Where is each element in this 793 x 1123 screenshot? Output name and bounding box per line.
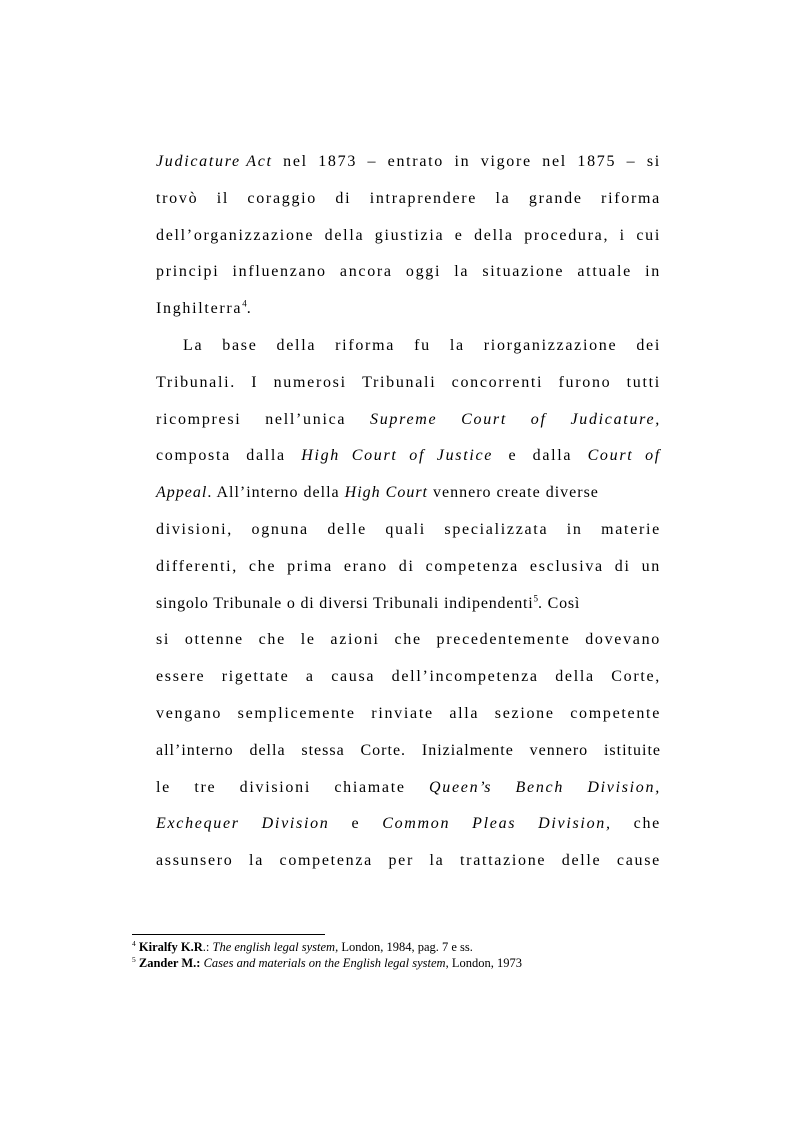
line-word: istituite	[603, 742, 661, 759]
line-word: che	[248, 558, 277, 575]
body-line-8	[156, 410, 661, 430]
line-word: all’interno	[156, 742, 234, 759]
line-word: vengano	[156, 705, 223, 722]
line-word: prima	[287, 558, 333, 575]
body-line-11	[156, 520, 661, 540]
line-word: dei	[636, 337, 661, 354]
line-word: specializzata	[444, 521, 549, 538]
line-word: nel	[283, 153, 308, 170]
body-line-4	[156, 262, 661, 282]
line-word: Judicature Act	[156, 153, 273, 170]
line-word: Common	[382, 815, 451, 832]
line-word: Tribunali.	[156, 374, 236, 391]
line-word: dovevano	[585, 631, 661, 648]
line-word: situazione	[482, 263, 565, 280]
line-word: influenzano	[232, 263, 327, 280]
line-word: grande	[528, 190, 583, 207]
line-word: procedura,	[524, 227, 610, 244]
line-word: High Court of Justice	[301, 447, 494, 464]
line-word: un	[641, 558, 661, 575]
body-line-20	[156, 851, 661, 871]
line-word: Judicature,	[570, 411, 661, 428]
line-text: Inghilterra	[156, 300, 243, 317]
line-word: in	[566, 521, 583, 538]
line-word: Exchequer	[156, 815, 240, 832]
line-word: Division	[261, 815, 330, 832]
line-word: entrato	[387, 153, 444, 170]
line-word: la	[249, 852, 264, 869]
line-text: vennero create diverse	[427, 484, 599, 501]
line-word: della	[555, 668, 595, 685]
body-line-1	[156, 152, 661, 172]
line-word: a	[305, 668, 315, 685]
line-word: Inizialmente	[421, 742, 514, 759]
line-word: tutti	[626, 374, 661, 391]
line-word: differenti,	[156, 558, 238, 575]
line-text: . All’interno della	[207, 484, 345, 501]
body-line-6	[183, 336, 661, 356]
line-word: nell’unica	[265, 411, 347, 428]
line-word: stessa	[301, 742, 345, 759]
footnote-ref-4[interactable]: 4	[242, 298, 247, 309]
line-word: delle	[327, 521, 367, 538]
line-word: assunsero	[156, 852, 234, 869]
footnote-number: 5	[132, 954, 136, 964]
line-word: dalla	[532, 447, 573, 464]
line-word: ottenne	[184, 631, 244, 648]
line-word: della	[474, 227, 514, 244]
line-word: e	[454, 227, 464, 244]
line-word: furono	[558, 374, 612, 391]
line-word: esclusiva	[529, 558, 604, 575]
line-word: i	[619, 227, 626, 244]
line-word: riorganizzazione	[483, 337, 618, 354]
line-word: competente	[570, 705, 661, 722]
line-word: materie	[601, 521, 661, 538]
line-word: Pleas	[472, 815, 517, 832]
line-word: che	[258, 631, 286, 648]
line-word: giustizia	[374, 227, 445, 244]
line-word: Tribunali	[362, 374, 437, 391]
line-word: Division,	[538, 815, 612, 832]
body-line-10	[156, 483, 661, 503]
body-line-17	[156, 741, 661, 761]
line-word: divisioni	[239, 779, 311, 796]
line-word: numerosi	[273, 374, 347, 391]
line-word: che	[633, 815, 661, 832]
line-word: della	[276, 337, 317, 354]
footnote-separator	[132, 934, 325, 935]
line-word: quali	[385, 521, 426, 538]
footnote-ref-5[interactable]: 5	[533, 593, 539, 604]
footnote-title: The english legal system	[212, 940, 336, 954]
line-word: le	[300, 631, 316, 648]
line-word: si	[646, 153, 661, 170]
line-word: ognuna	[251, 521, 309, 538]
line-word: ricompresi	[156, 411, 242, 428]
body-line-15	[156, 667, 661, 687]
line-word: Corte,	[611, 668, 661, 685]
body-line-9	[156, 446, 661, 466]
footnote-separator-text: .:	[202, 940, 213, 954]
line-word: Court of	[587, 447, 661, 464]
line-word: la	[454, 263, 470, 280]
body-line-7	[156, 373, 661, 393]
line-text: singolo Tribunale o di diversi Tribunali indipendenti	[156, 595, 534, 612]
line-word: chiamate	[334, 779, 406, 796]
line-word: delle	[561, 852, 602, 869]
line-word: composta	[156, 447, 231, 464]
footnote-author: Kiralfy K.R	[138, 940, 203, 954]
footnote-details: , London, 1984, pag. 7 e ss.	[335, 940, 473, 954]
line-word: in	[454, 153, 471, 170]
line-word: attuale	[577, 263, 632, 280]
line-word: vigore	[480, 153, 532, 170]
line-word: 1873	[318, 153, 358, 170]
footnote-author: Zander M.:	[138, 956, 201, 970]
line-word: della	[249, 742, 286, 759]
line-word: e	[508, 447, 518, 464]
line-word: erano	[343, 558, 388, 575]
line-word: Division,	[587, 779, 661, 796]
line-text: Appeal	[156, 484, 208, 501]
line-word: la	[495, 190, 511, 207]
line-word: oggi	[405, 263, 442, 280]
line-word: nel	[542, 153, 567, 170]
line-word: essere	[156, 668, 206, 685]
line-word: di	[614, 558, 631, 575]
line-word: trattazione	[460, 852, 547, 869]
body-line-14	[156, 630, 661, 650]
line-word: in	[645, 263, 661, 280]
line-word: precedentemente	[436, 631, 571, 648]
line-word: di	[398, 558, 415, 575]
line-word: la	[449, 337, 465, 354]
line-word: fu	[414, 337, 431, 354]
footnote-number: 4	[132, 938, 136, 948]
line-word: le	[156, 779, 171, 796]
line-word: competenza	[425, 558, 519, 575]
line-text: .	[246, 300, 253, 317]
line-word: Corte.	[360, 742, 407, 759]
line-word: –	[626, 153, 637, 170]
line-word: sezione	[494, 705, 555, 722]
body-line-5	[156, 299, 661, 319]
line-text: High Court	[344, 484, 428, 501]
line-word: e	[351, 815, 361, 832]
body-line-18	[156, 778, 661, 798]
footnote-title: Cases and materials on the English legal system	[203, 956, 446, 970]
line-word: causa	[331, 668, 376, 685]
line-word: di	[335, 190, 352, 207]
line-word: dell’organizzazione	[156, 227, 315, 244]
line-word: Queen’s	[429, 779, 493, 796]
body-line-3	[156, 226, 661, 246]
line-word: si	[156, 631, 171, 648]
body-line-19	[156, 814, 661, 834]
line-word: Supreme	[370, 411, 438, 428]
line-word: rigettate	[221, 668, 290, 685]
line-word: vennero	[529, 742, 589, 759]
body-line-2	[156, 189, 661, 209]
line-word: il	[216, 190, 229, 207]
line-text: . Così	[538, 595, 581, 612]
line-word: della	[324, 227, 365, 244]
line-word: riforma	[601, 190, 661, 207]
line-word: competenza	[279, 852, 373, 869]
line-word: divisioni,	[156, 521, 234, 538]
line-word: ancora	[339, 263, 393, 280]
line-word: I	[251, 374, 259, 391]
line-word: of	[530, 411, 547, 428]
line-word: concorrenti	[451, 374, 544, 391]
line-word: tre	[194, 779, 217, 796]
line-word: base	[222, 337, 258, 354]
line-word: riforma	[335, 337, 396, 354]
line-word: azioni	[330, 631, 380, 648]
line-word: Bench	[515, 779, 565, 796]
line-word: alla	[449, 705, 480, 722]
footnote-4	[132, 940, 473, 955]
line-word: 1875	[577, 153, 617, 170]
line-word: intraprendere	[369, 190, 478, 207]
line-word: semplicemente	[237, 705, 356, 722]
footnote-details: , London, 1973	[445, 956, 522, 970]
line-word: per	[388, 852, 414, 869]
line-word: dalla	[246, 447, 286, 464]
line-word: trovò	[156, 190, 199, 207]
line-word: la	[429, 852, 445, 869]
line-word: cui	[636, 227, 661, 244]
line-word: La	[183, 337, 204, 354]
line-word: principi	[156, 263, 220, 280]
body-line-16	[156, 704, 661, 724]
line-word: cause	[616, 852, 661, 869]
line-word: rinviate	[371, 705, 434, 722]
line-word: dell’incompetenza	[391, 668, 539, 685]
footnote-5	[132, 956, 522, 971]
line-word: –	[367, 153, 378, 170]
body-line-13	[156, 594, 661, 614]
line-word: coraggio	[247, 190, 317, 207]
line-word: che	[394, 631, 422, 648]
body-line-12	[156, 557, 661, 577]
line-word: Court	[461, 411, 507, 428]
